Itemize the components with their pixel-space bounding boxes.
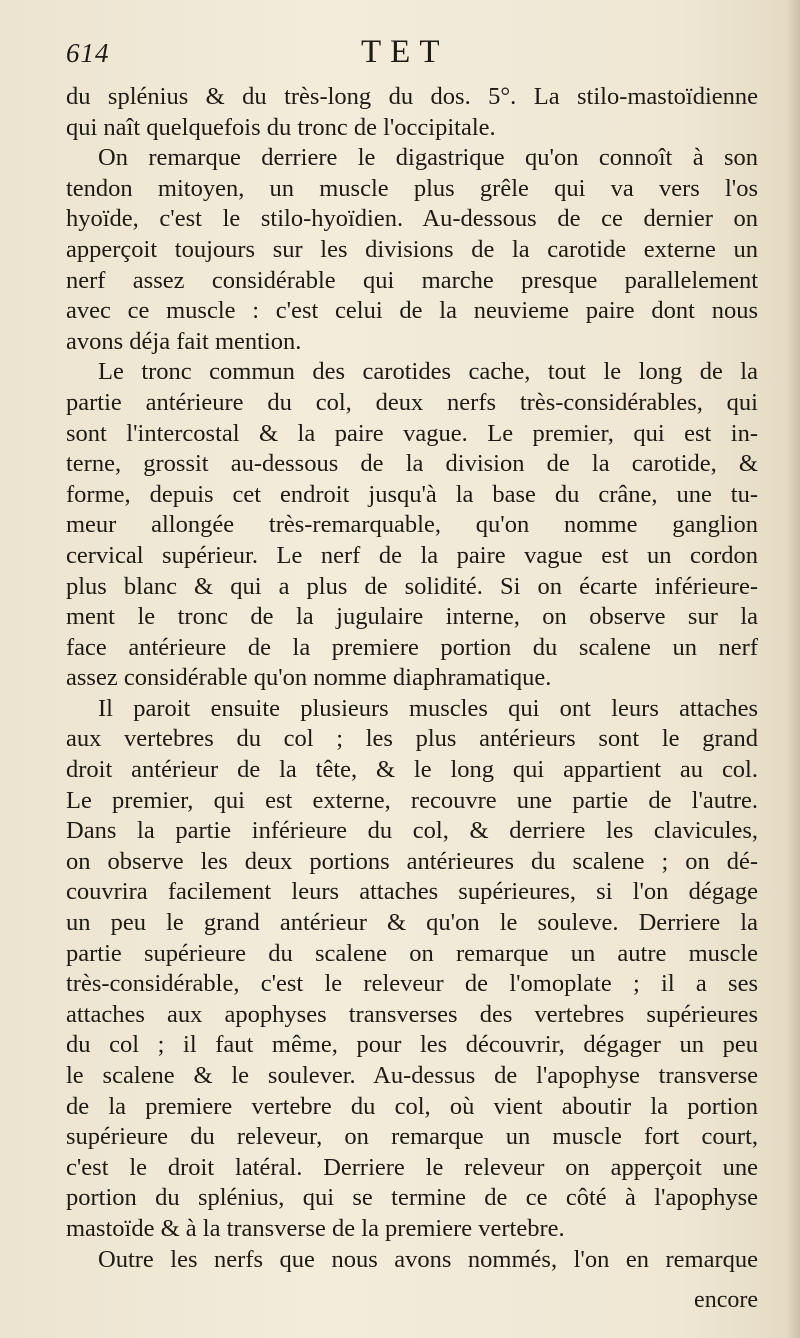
text-line: ment le tronc de la jugulaire interne, on observe sur la — [66, 603, 758, 631]
text-line: de la premiere vertebre du col, où vient aboutir la portion — [66, 1092, 758, 1120]
text-line: avec ce muscle : c'est celui de la neuvieme paire dont nous — [66, 297, 758, 325]
text-line: aux vertebres du col ; les plus antérieurs sont le grand — [66, 725, 758, 753]
text-line: du splénius & du très-long du dos. 5°. La stilo-mastoïdienne — [66, 83, 758, 110]
text-line: c'est le droit latéral. Derriere le releveur on apperçoit une — [66, 1153, 758, 1181]
text-line: nerf assez considérable qui marche presque parallelement — [66, 266, 758, 294]
text-line: Le tronc commun des carotides cache, tout le long de la — [98, 358, 758, 386]
text-line: du col ; il faut même, pour les découvrir, dégager un peu — [66, 1031, 758, 1059]
text-line: tendon mitoyen, un muscle plus grêle qui va vers l'os — [66, 174, 758, 202]
text-line: très-considérable, c'est le releveur de l'omoplate ; il a ses — [66, 970, 758, 998]
text-line: Outre les nerfs que nous avons nommés, l'on en remarque — [98, 1245, 758, 1273]
text-line: partie antérieure du col, deux nerfs très-considérables, qui — [66, 388, 758, 416]
text-line: qui naît quelquefois du tronc de l'occipitale. — [66, 113, 496, 141]
running-head: TET — [361, 34, 449, 70]
text-line: supérieure du releveur, on remarque un muscle fort court, — [66, 1123, 758, 1151]
text-line: apperçoit toujours sur les divisions de la carotide externe un — [66, 235, 758, 263]
page-header — [66, 34, 760, 74]
text-line: partie supérieure du scalene on remarque un autre muscle — [66, 939, 758, 967]
text-line: on observe les deux portions antérieures du scalene ; on dé- — [66, 847, 758, 875]
text-line: hyoïde, c'est le stilo-hyoïdien. Au-dessous de ce dernier on — [66, 205, 758, 233]
text-line: couvrira facilement leurs attaches supérieures, si l'on dégage — [66, 878, 758, 906]
text-line: face antérieure de la premiere portion du scalene un nerf — [66, 633, 758, 661]
catchword: encore — [694, 1287, 758, 1313]
text-line: droit antérieur de la tête, & le long qui appartient au col. — [66, 756, 758, 784]
text-line: cervical supérieur. Le nerf de la paire vague est un cordon — [66, 541, 758, 569]
text-line: le scalene & le soulever. Au-dessus de l'apophyse transverse — [66, 1062, 758, 1089]
text-line: un peu le grand antérieur & qu'on le souleve. Derriere la — [66, 909, 758, 937]
text-line: avons déja fait mention. — [66, 327, 302, 355]
text-line: On remarque derriere le digastrique qu'on connoît à son — [98, 144, 758, 172]
text-line: meur allongée très-remarquable, qu'on nomme ganglion — [66, 511, 758, 539]
text-line: plus blanc & qui a plus de solidité. Si on écarte inférieure- — [66, 572, 758, 600]
text-line: mastoïde & à la transverse de la premiere vertebre. — [66, 1214, 565, 1242]
page-edge-shadow — [786, 0, 800, 1338]
text-line: terne, grossit au-dessous de la division de la carotide, & — [66, 450, 758, 478]
text-line: forme, depuis cet endroit jusqu'à la base du crâne, une tu- — [66, 480, 758, 508]
text-line: Le premier, qui est externe, recouvre une partie de l'autre. — [66, 786, 758, 814]
text-line: assez considérable qu'on nomme diaphramatique. — [66, 664, 552, 692]
text-line: sont l'intercostal & la paire vague. Le premier, qui est in- — [66, 419, 758, 447]
text-line: Dans la partie inférieure du col, & derriere les clavicules, — [66, 817, 758, 845]
body-text — [66, 82, 758, 1275]
text-line: attaches aux apophyses transverses des vertebres supérieures — [66, 1000, 758, 1028]
text-line: Il paroit ensuite plusieurs muscles qui ont leurs attaches — [98, 694, 758, 722]
text-line: portion du splénius, qui se termine de ce côté à l'apophyse — [66, 1184, 758, 1212]
page-number: 614 — [66, 38, 110, 68]
